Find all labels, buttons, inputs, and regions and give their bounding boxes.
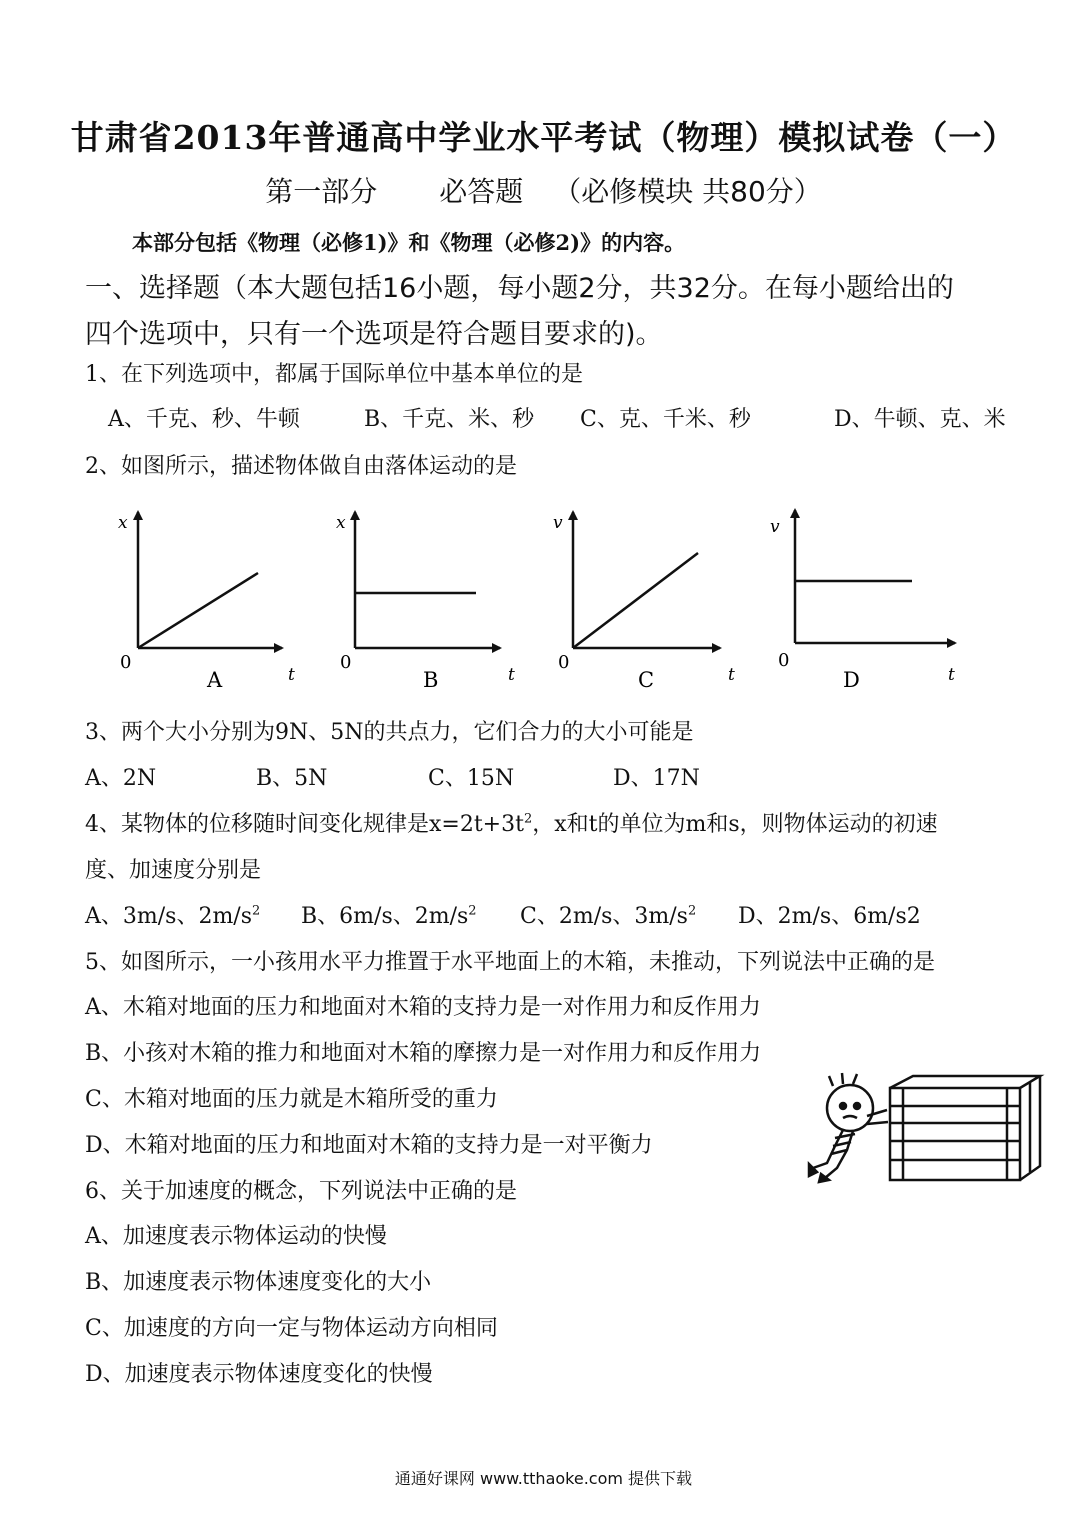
question-4-option-a [85,902,260,932]
graph-a [118,512,295,692]
graph-a-origin: 0 [120,652,132,673]
question-4-stem-end: ，x和t的单位为m和s，则物体运动的初速 [532,812,938,837]
part-heading [0,170,1087,210]
question-4-option-b-exponent: 2 [468,903,477,919]
part-type: 必答题 [439,175,524,208]
question-4-option-b-text: B、6m/s、2m/s [301,904,469,929]
question-6-option-c: C、加速度的方向一定与物体运动方向相同 [85,1316,498,1341]
question-4-option-a-text: A、3m/s、2m/s [85,904,253,929]
crate-icon [890,1076,1040,1180]
graph-b [336,512,515,692]
question-1-option-c: C、克、千米、秒 [580,407,751,432]
question-4-option-b [301,902,477,932]
graph-a-x-label: t [288,665,295,685]
graph-d-x-label: t [948,665,955,685]
graph-a-line [138,573,258,648]
question-4-stem-line2: 度、加速度分别是 [85,858,262,883]
graph-b-caption: B [423,668,439,692]
question-1-option-b: B、千克、米、秒 [364,407,535,432]
question-5-option-a: A、木箱对地面的压力和地面对木箱的支持力是一对作用力和反作用力 [85,995,761,1020]
question-5-option-b: B、小孩对木箱的推力和地面对木箱的摩擦力是一对作用力和反作用力 [85,1041,762,1066]
page-footer: 通通好课网 www.tthaoke.com 提供下载 [394,1469,693,1488]
part-module: （必修模块 共80分） [553,175,822,208]
question-3-option-c: C、15N [428,766,515,791]
graph-c-origin: 0 [558,652,570,673]
section-heading-line2: 四个选项中，只有一个选项是符合题目要求的)。 [85,319,663,350]
graph-c-x-label: t [728,665,735,685]
graph-c-caption: C [638,668,655,692]
question-1-option-a: A、千克、秒、牛顿 [108,407,300,432]
question-3-stem: 3、两个大小分别为9N、5N的共点力，它们合力的大小可能是 [85,720,694,745]
graph-d-caption: D [843,668,860,692]
page-title: 甘肃省2013年普通高中学业水平考试（物理）模拟试卷（一） [70,118,1017,157]
question-5-option-d: D、木箱对地面的压力和地面对木箱的支持力是一对平衡力 [85,1133,653,1158]
question-4-option-d [738,902,921,932]
graph-a-caption: A [207,668,223,692]
question-4-stem-exponent: 2 [523,811,533,827]
question-4-option-a-exponent: 2 [252,903,261,919]
graph-a-y-label: x [118,513,128,533]
part-intro: 本部分包括《物理（必修1)》和《物理（必修2)》的内容。 [132,230,686,255]
section-heading-line1: 一、选择题（本大题包括16小题，每小题2分，共32分。在每小题给出的 [85,273,954,304]
question-4-stem [85,810,938,840]
question-4-option-c-text: C、2m/s、3m/s [520,904,688,929]
question-4-stem-start: 4、某物体的位移随时间变化规律是x=2t+3t [85,812,524,837]
question-1-stem: 1、在下列选项中，都属于国际单位中基本单位的是 [85,362,583,387]
graph-b-origin: 0 [340,652,352,673]
question-4-option-c-exponent: 2 [687,903,697,919]
question-2-stem: 2、如图所示，描述物体做自由落体运动的是 [85,454,517,479]
question-6-stem: 6、关于加速度的概念，下列说法中正确的是 [85,1179,517,1204]
question-6-option-b: B、加速度表示物体速度变化的大小 [85,1270,432,1295]
question-2-graphs [0,500,1087,700]
graph-c-line [573,553,698,648]
graph-b-x-label: t [508,665,515,685]
question-5-stem: 5、如图所示，一小孩用水平力推置于水平地面上的木箱，未推动，下列说法中正确的是 [85,950,935,975]
question-6-option-d: D、加速度表示物体速度变化的快慢 [85,1362,433,1387]
question-4-option-c [520,902,696,932]
question-3-option-b: B、5N [256,766,328,791]
graph-d [770,510,955,692]
question-3-option-d: D、17N [613,766,700,791]
graph-c-y-label: v [553,513,563,533]
child-icon [809,1073,888,1182]
graph-c [553,512,735,692]
part-label: 第一部分 [265,175,378,208]
graph-b-y-label: x [336,513,346,533]
graph-d-y-label: v [770,517,780,537]
graph-d-origin: 0 [778,650,790,671]
question-3-option-a: A、2N [85,766,157,791]
question-4-option-d-text: D、2m/s、6m/s2 [738,904,921,929]
question-1-option-d: D、牛顿、克、米 [834,407,1006,432]
question-5-option-c: C、木箱对地面的压力就是木箱所受的重力 [85,1087,498,1112]
question-6-option-a: A、加速度表示物体运动的快慢 [85,1224,387,1249]
child-pushing-crate-illustration [795,1068,1045,1188]
